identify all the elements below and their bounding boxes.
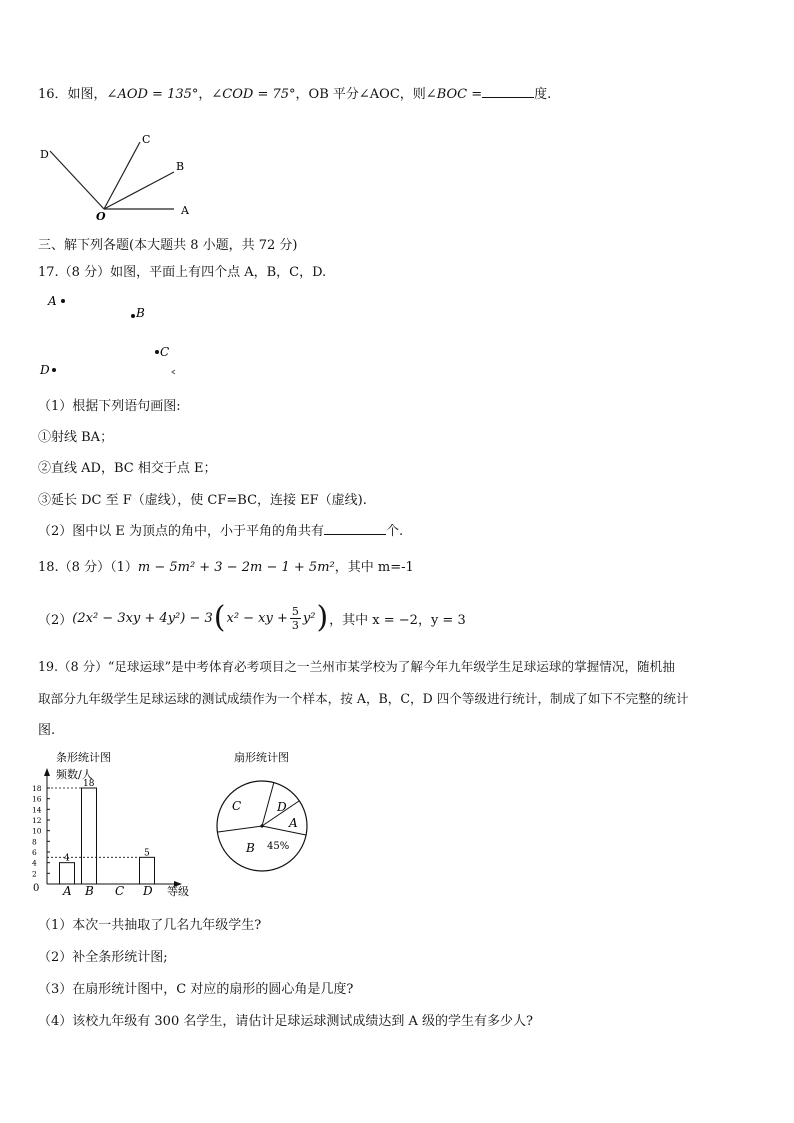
- pie-label-b: B: [246, 841, 255, 855]
- x-tick-label: B: [85, 884, 94, 898]
- bar-chart-title: 条形统计图: [56, 751, 111, 764]
- q18-part1: [38, 556, 414, 575]
- bars: [47, 779, 155, 898]
- bar-data-label: 4: [64, 853, 70, 864]
- label-c: C: [142, 133, 151, 146]
- pie-chart: [210, 748, 330, 878]
- label-d: D: [40, 148, 49, 161]
- label-b: B: [176, 160, 185, 173]
- y-tick-label: 0: [33, 883, 40, 894]
- y-tick-label: 12: [32, 816, 42, 825]
- y-tick-label: 16: [32, 794, 42, 804]
- q17-step1: ①射线 BA；: [38, 430, 114, 445]
- q18-part1-cond: ，其中 m=-1: [334, 560, 414, 575]
- q16-figure: [36, 128, 206, 223]
- q16-ob-bisect: OB 平分∠AOC: [308, 87, 400, 102]
- pie-label-d: D: [277, 800, 287, 814]
- point-a: [61, 299, 65, 303]
- q19-q2: （2）补全条形统计图;: [38, 950, 168, 965]
- point-a-label: A: [48, 294, 57, 308]
- q19-q1: （1）本次一共抽取了几名九年级学生?: [38, 918, 262, 933]
- q18-fraction: [290, 605, 301, 632]
- bar-b: [82, 788, 97, 884]
- q16-angle-boc: ∠BOC =: [425, 87, 483, 102]
- section-heading: 三、解下列各题(本大题共 8 小题，共 72 分): [38, 238, 298, 253]
- q17-figure: [36, 290, 196, 382]
- fraction-denominator: 3: [291, 618, 299, 632]
- y-tick-label: 14: [32, 805, 42, 815]
- y-tick-label: 10: [32, 826, 42, 836]
- label-a: A: [181, 204, 189, 217]
- bar-data-label: 5: [144, 848, 150, 859]
- pie-label-a: A: [289, 816, 298, 830]
- q19-q3: （3）在扇形统计图中，C 对应的扇形的圆心角是几度?: [38, 982, 354, 997]
- y-tick-label: 4: [32, 858, 37, 868]
- q18-part2-expr-c: y²: [302, 610, 316, 626]
- x-tick-label: C: [115, 884, 125, 898]
- pie-percent-b: 45%: [267, 841, 290, 852]
- fraction-numerator: 5: [291, 604, 299, 618]
- q18-part1-expr: m − 5m² + 3 − 2m − 1 + 5m²: [137, 560, 335, 575]
- small-mark: [172, 370, 175, 374]
- pie-label-c: C: [232, 799, 242, 813]
- y-axis-arrow: [44, 768, 50, 776]
- point-d-label: D: [40, 363, 50, 377]
- q17-step2: ②直线 AD，BC 相交于点 E；: [38, 461, 217, 476]
- y-tick-label: 6: [32, 848, 37, 857]
- q16-stem: 16．如图，∠AOD = 135°，∠COD = 75°，OB 平分∠AOC，则∠BOC = 度.: [38, 87, 552, 102]
- bar-chart-xlabel: 等级: [167, 885, 189, 898]
- q18-part2: [38, 598, 466, 638]
- q17-part2: （2）图中以 E 为顶点的角中，小于平角的角共有 个.: [38, 524, 404, 539]
- q16-text: 16．如图，: [38, 87, 107, 102]
- q18-part2-label: （2）: [38, 612, 73, 628]
- point-c: [155, 350, 159, 354]
- q17-part1-title: （1）根据下列语句画图:: [38, 399, 181, 414]
- bar-chart-ylabel: 频数/人: [56, 768, 93, 781]
- y-tick-label: 18: [32, 784, 42, 793]
- bar-chart: [30, 748, 200, 898]
- bar-data-label: 18: [83, 779, 95, 789]
- q19-line2: 取部分九年级学生足球运球的测试成绩作为一个样本，按 A，B，C，D 四个等级进行统计，制成了如下不完整的统计: [38, 691, 689, 706]
- big-paren-open: (: [213, 600, 226, 635]
- q18-part2-expr-b: x² − xy +: [226, 610, 288, 626]
- q16-answer-blank: [482, 85, 534, 98]
- q19-line3: 图.: [38, 723, 56, 738]
- q19-line1: 19.（8 分）“足球运球”是中考体育必考项目之一兰州市某学校为了解今年九年级学生足球运球的掌握情况，随机抽: [38, 659, 675, 674]
- q16-unit: 度.: [534, 87, 552, 102]
- label-o: O: [96, 210, 106, 223]
- big-paren-close: ): [316, 600, 329, 635]
- q19-q4: （4）该校九年级有 300 名学生，请估计足球运球测试成绩达到 A 级的学生有多少人?: [38, 1014, 533, 1029]
- ray-od: [50, 151, 104, 209]
- bar-a: [60, 863, 75, 884]
- y-tick-label: 2: [32, 869, 37, 879]
- q18-part1-label: 18.（8 分）（1）: [38, 560, 138, 575]
- bar-d: [140, 857, 155, 884]
- q17-part2-text: （2）图中以 E 为顶点的角中，小于平角的角共有: [38, 524, 325, 539]
- q17-step3: ③延长 DC 至 F（虚线），使 CF=BC，连接 EF（虚线).: [38, 493, 367, 508]
- point-c-label: C: [160, 345, 170, 359]
- q18-part2-cond: ，其中 x = −2，y = 3: [329, 612, 466, 628]
- q18-part2-expr-a: (2x² − 3xy + 4y²) − 3: [72, 610, 213, 626]
- q17-answer-blank: [324, 522, 386, 535]
- x-tick-label: A: [63, 884, 72, 898]
- x-tick-label: D: [143, 884, 153, 898]
- q16-angle-cod: ∠COD = 75°: [211, 87, 296, 102]
- pie-center: [260, 824, 263, 827]
- pie-chart-title: 扇形统计图: [234, 751, 289, 764]
- q17-stem: 17.（8 分）如图，平面上有四个点 A，B，C，D.: [38, 265, 327, 280]
- y-tick-label: 8: [32, 837, 37, 847]
- point-d: [52, 368, 56, 372]
- point-b-label: B: [136, 306, 145, 320]
- point-b: [131, 314, 135, 318]
- q16-angle-aod: ∠AOD = 135°: [106, 87, 199, 102]
